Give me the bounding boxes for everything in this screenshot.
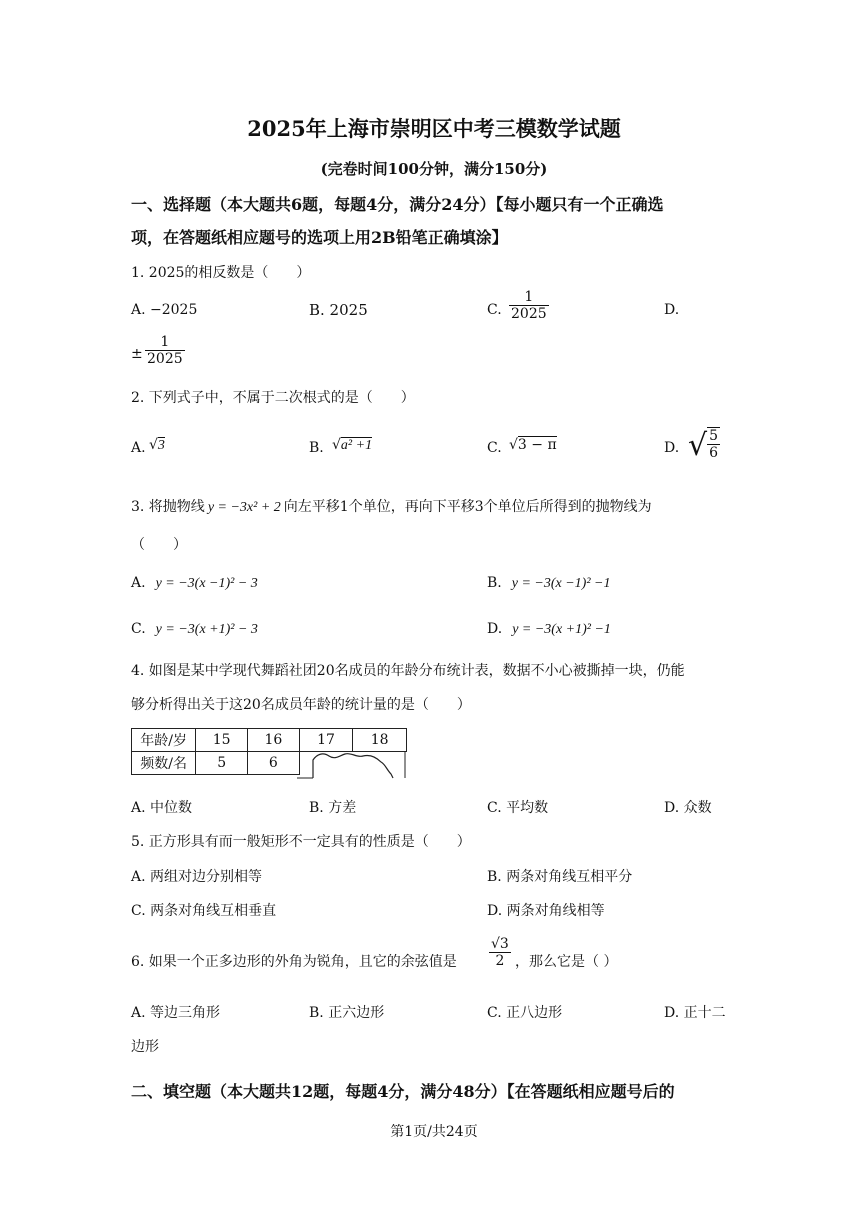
q4-stem-line2: 够分析得出关于这20名成员年龄的统计量的是（ ）	[131, 697, 471, 713]
q1-option-d-fraction	[145, 334, 185, 367]
q3-stem	[131, 496, 652, 516]
section1-heading-line2: 项，在答题纸相应题号的选项上用2B铅笔正确填涂】	[131, 228, 508, 247]
q3-option-a-label: A.	[131, 575, 146, 591]
q5-option-c: C. 两条对角线互相垂直	[131, 903, 277, 919]
q2-stem: 2. 下列式子中，不属于二次根式的是（ ）	[131, 390, 415, 406]
q1-option-d-label: D.	[664, 302, 680, 318]
q1-option-d-prefix: ±	[131, 346, 143, 362]
table-row	[132, 729, 407, 752]
q1-option-a: A. −2025	[131, 302, 198, 318]
q6-fraction	[489, 936, 511, 969]
q4-option-b: B. 方差	[309, 800, 357, 816]
section1-heading-line1: 一、选择题（本大题共6题，每题4分，满分24分）【每小题只有一个正确选	[131, 195, 664, 214]
q2-option-b-label: B.	[309, 440, 324, 456]
q1-d-numerator: 1	[160, 334, 170, 350]
sqrt-icon: √	[332, 437, 341, 453]
q1-stem: 1. 2025的相反数是（ ）	[131, 265, 311, 281]
q2-c-radicand: 3 − π	[517, 437, 557, 453]
table-cell-age: 17	[299, 729, 353, 752]
q3-paren: （ ）	[131, 537, 187, 553]
q2-option-d-label: D.	[664, 440, 680, 456]
q1-option-c-label: C.	[487, 302, 502, 318]
q3-option-c	[131, 621, 258, 638]
q2-a-radicand: 3	[157, 438, 165, 453]
q3-option-c-label: C.	[131, 621, 146, 637]
q3-option-a	[131, 575, 258, 592]
torn-edge-icon	[295, 750, 410, 780]
q2-d-numerator: 5	[709, 428, 719, 444]
q1-d-denominator: 2025	[147, 351, 183, 367]
q2-b-radicand: a² +1	[340, 438, 373, 453]
q3-option-d-expr: y = −3(x +1)² −1	[512, 622, 611, 637]
q6-stem-pre: 6. 如果一个正多边形的外角为锐角，且它的余弦值是	[131, 954, 457, 970]
q5-option-b: B. 两条对角线互相平分	[487, 869, 633, 885]
sqrt-icon: √	[149, 437, 158, 453]
q6-option-a: A. 等边三角形	[131, 1005, 221, 1021]
q5-option-d: D. 两条对角线相等	[487, 903, 605, 919]
q3-option-d	[487, 621, 611, 638]
q5-stem: 5. 正方形具有而一般矩形不一定具有的性质是（ ）	[131, 834, 471, 850]
q6-option-d: D. 正十二	[664, 1005, 726, 1021]
q2-option-b-radical	[332, 437, 372, 454]
q2-option-d-radical	[688, 424, 720, 468]
table-cell-age: 18	[353, 729, 407, 752]
page-subtitle: (完卷时间100分钟，满分150分)	[320, 160, 548, 178]
q5-option-a: A. 两组对边分别相等	[131, 869, 263, 885]
q3-stem-post: 向左平移1个单位，再向下平移3个单位后所得到的抛物线为	[283, 499, 652, 515]
q6-stem-post: ，那么它是（ ）	[515, 954, 618, 970]
q2-option-c-radical	[509, 437, 557, 453]
q2-d-denominator: 6	[709, 445, 719, 461]
table-cell-age: 16	[248, 729, 300, 752]
sqrt-icon: √	[688, 428, 708, 463]
q1-option-b: B. 2025	[309, 301, 368, 319]
page-title: 2025年上海市崇明区中考三模数学试题	[247, 116, 621, 141]
table-cell-count: 5	[196, 752, 248, 775]
page-number: 第1页/共24页	[390, 1124, 478, 1140]
q3-option-a-expr: y = −3(x −1)² − 3	[155, 576, 258, 591]
q4-option-a: A. 中位数	[131, 800, 193, 816]
table-header-age: 年龄/岁	[132, 729, 196, 752]
q3-stem-pre: 3. 将抛物线	[131, 499, 205, 515]
table-cell-age: 15	[196, 729, 248, 752]
q1-c-denominator: 2025	[511, 306, 547, 322]
q4-option-c: C. 平均数	[487, 800, 549, 816]
table-cell-count: 6	[248, 752, 300, 775]
section2-heading-line1: 二、填空题（本大题共12题，每题4分，满分48分）【在答题纸相应题号后的	[131, 1082, 675, 1101]
sqrt-icon: √	[509, 437, 518, 453]
q3-option-b	[487, 575, 611, 592]
q4-stem-line1: 4. 如图是某中学现代舞蹈社团20名成员的年龄分布统计表，数据不小心被撕掉一块，仍能	[131, 663, 685, 679]
q3-option-b-label: B.	[487, 575, 502, 591]
q3-option-c-expr: y = −3(x +1)² − 3	[155, 622, 258, 637]
q1-option-c-fraction	[509, 289, 549, 322]
q2-option-a-radical	[149, 437, 165, 454]
q6-option-b: B. 正六边形	[309, 1005, 385, 1021]
q2-option-a-label: A.	[131, 440, 146, 456]
q6-numerator: √3	[491, 936, 509, 952]
q6-option-d-continued: 边形	[131, 1039, 159, 1055]
table-header-frequency: 频数/名	[132, 752, 196, 775]
q3-stem-expr: y = −3x² + 2	[207, 500, 281, 515]
q6-denominator: 2	[489, 952, 511, 969]
q2-option-c-label: C.	[487, 440, 502, 456]
q3-option-b-expr: y = −3(x −1)² −1	[511, 576, 611, 591]
q3-option-d-label: D.	[487, 621, 503, 637]
q4-option-d: D. 众数	[664, 800, 712, 816]
q1-c-numerator: 1	[524, 289, 534, 305]
q6-option-c: C. 正八边形	[487, 1005, 563, 1021]
